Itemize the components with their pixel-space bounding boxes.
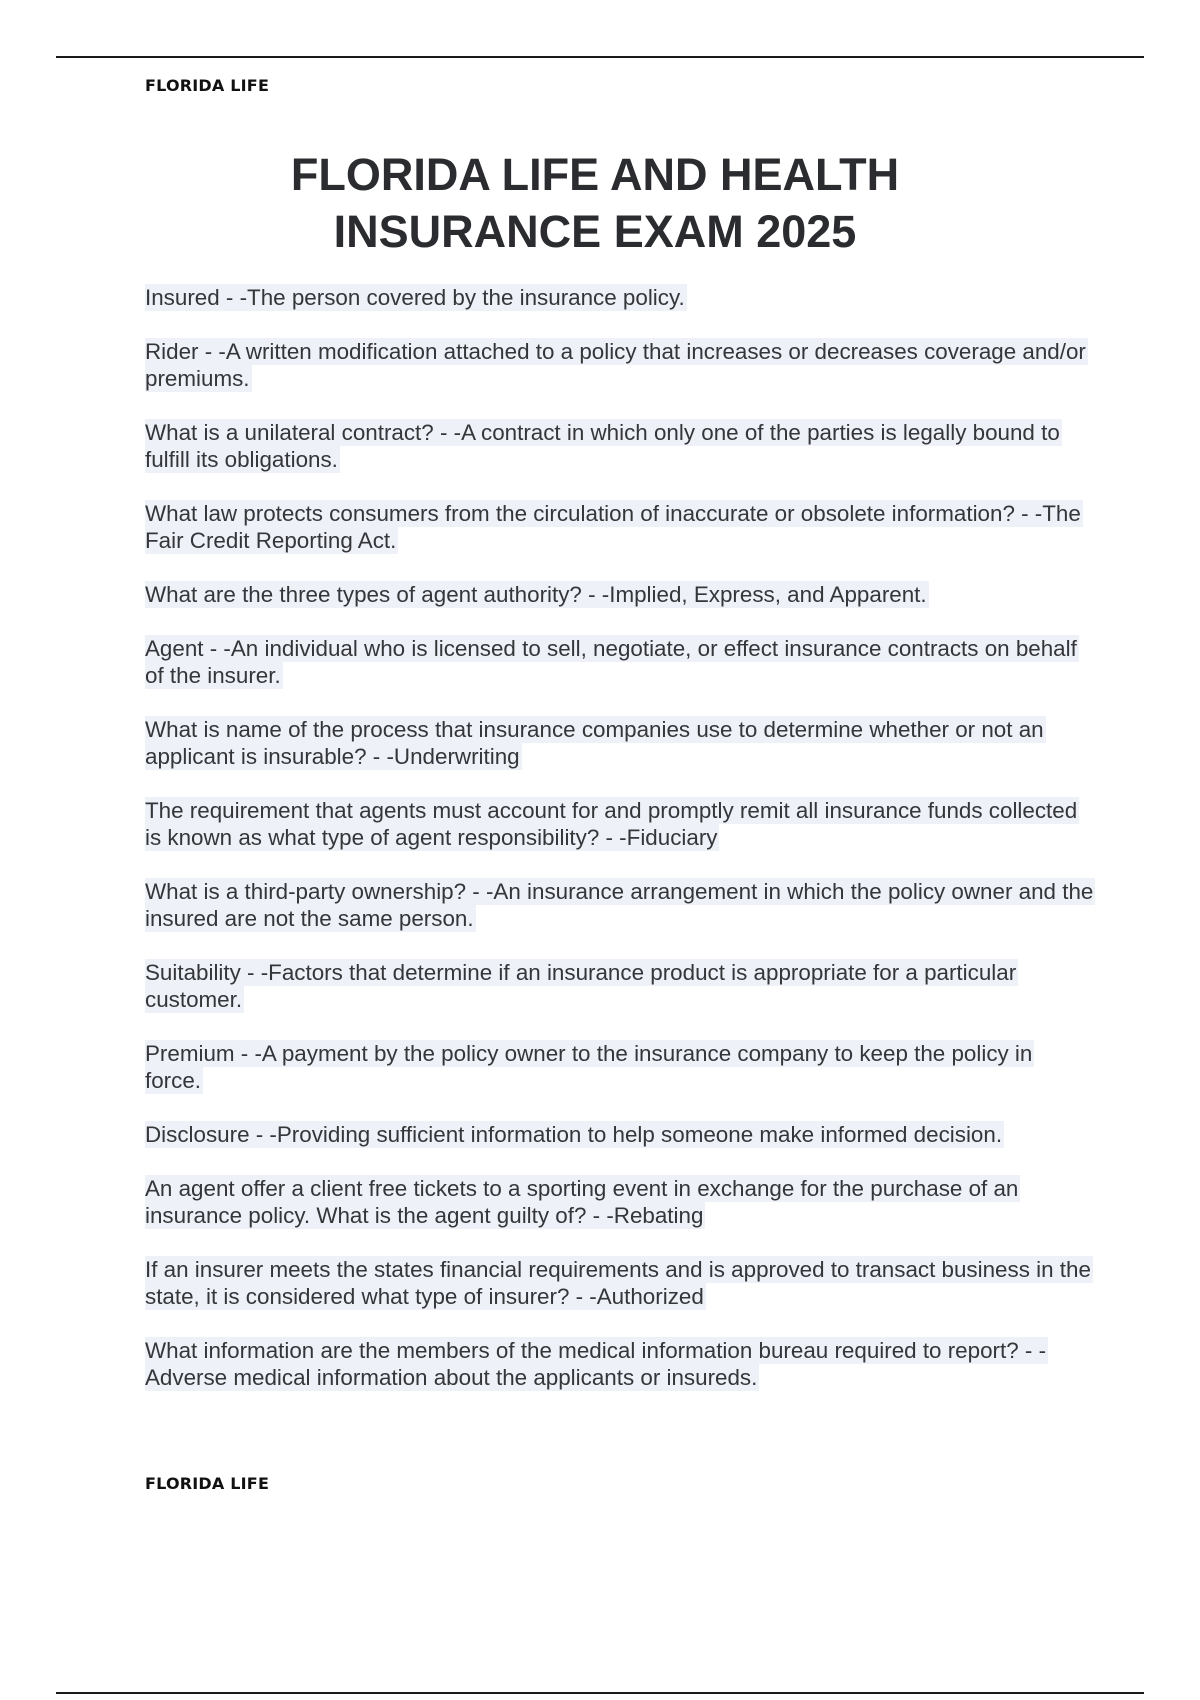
page-footer: FLORIDA LIFE	[145, 1474, 270, 1493]
qa-entry	[145, 1256, 1095, 1310]
qa-list	[145, 284, 1095, 1418]
qa-entry	[145, 500, 1095, 554]
title-line-2: INSURANCE EXAM 2025	[333, 206, 857, 257]
bottom-rule	[56, 1692, 1144, 1694]
qa-text: What information are the members of the medical information bureau required to report? - -Adverse medical information about the applicants or insureds.	[145, 1338, 1047, 1390]
qa-text: What is a unilateral contract? - -A contract in which only one of the parties is legally bound to fulfill its obligations.	[145, 420, 1060, 472]
qa-entry	[145, 338, 1095, 392]
qa-text: Insured - -The person covered by the insurance policy.	[145, 285, 685, 310]
qa-entry	[145, 1040, 1095, 1094]
page-header: FLORIDA LIFE	[145, 76, 270, 95]
qa-entry	[145, 1337, 1095, 1391]
qa-text: The requirement that agents must account for and promptly remit all insurance funds collected is known as what type of agent responsibility? - -Fiduciary	[145, 798, 1078, 850]
qa-text: Premium - -A payment by the policy owner to the insurance company to keep the policy in force.	[145, 1041, 1033, 1093]
qa-text: Rider - -A written modification attached to a policy that increases or decreases coverage and/or premiums.	[145, 339, 1086, 391]
qa-entry	[145, 419, 1095, 473]
qa-text: If an insurer meets the states financial requirements and is approved to transact business in the state, it is considered what type of insurer? - -Authorized	[145, 1257, 1091, 1309]
qa-entry	[145, 716, 1095, 770]
qa-entry	[145, 635, 1095, 689]
document-title	[145, 146, 1045, 260]
qa-text: What are the three types of agent authority? - -Implied, Express, and Apparent.	[145, 582, 927, 607]
qa-entry	[145, 797, 1095, 851]
qa-text: An agent offer a client free tickets to a sporting event in exchange for the purchase of an insurance policy. What is the agent guilty of? - -Rebating	[145, 1176, 1019, 1228]
qa-entry	[145, 959, 1095, 1013]
qa-entry	[145, 1121, 1095, 1148]
qa-text: Suitability - -Factors that determine if an insurance product is appropriate for a particular customer.	[145, 960, 1017, 1012]
qa-text: Disclosure - -Providing sufficient information to help someone make informed decision.	[145, 1122, 1003, 1147]
qa-text: Agent - -An individual who is licensed to sell, negotiate, or effect insurance contracts on behalf of the insurer.	[145, 636, 1077, 688]
qa-entry	[145, 878, 1095, 932]
qa-text: What is a third-party ownership? - -An insurance arrangement in which the policy owner and the insured are not the same person.	[145, 879, 1094, 931]
qa-text: What is name of the process that insurance companies use to determine whether or not an applicant is insurable? - -Underwriting	[145, 717, 1044, 769]
top-rule	[56, 56, 1144, 58]
qa-entry	[145, 581, 1095, 608]
qa-text: What law protects consumers from the circulation of inaccurate or obsolete information? - -The Fair Credit Reporting Act.	[145, 501, 1081, 553]
qa-entry	[145, 1175, 1095, 1229]
qa-entry	[145, 284, 1095, 311]
title-line-1: FLORIDA LIFE AND HEALTH	[290, 149, 900, 200]
